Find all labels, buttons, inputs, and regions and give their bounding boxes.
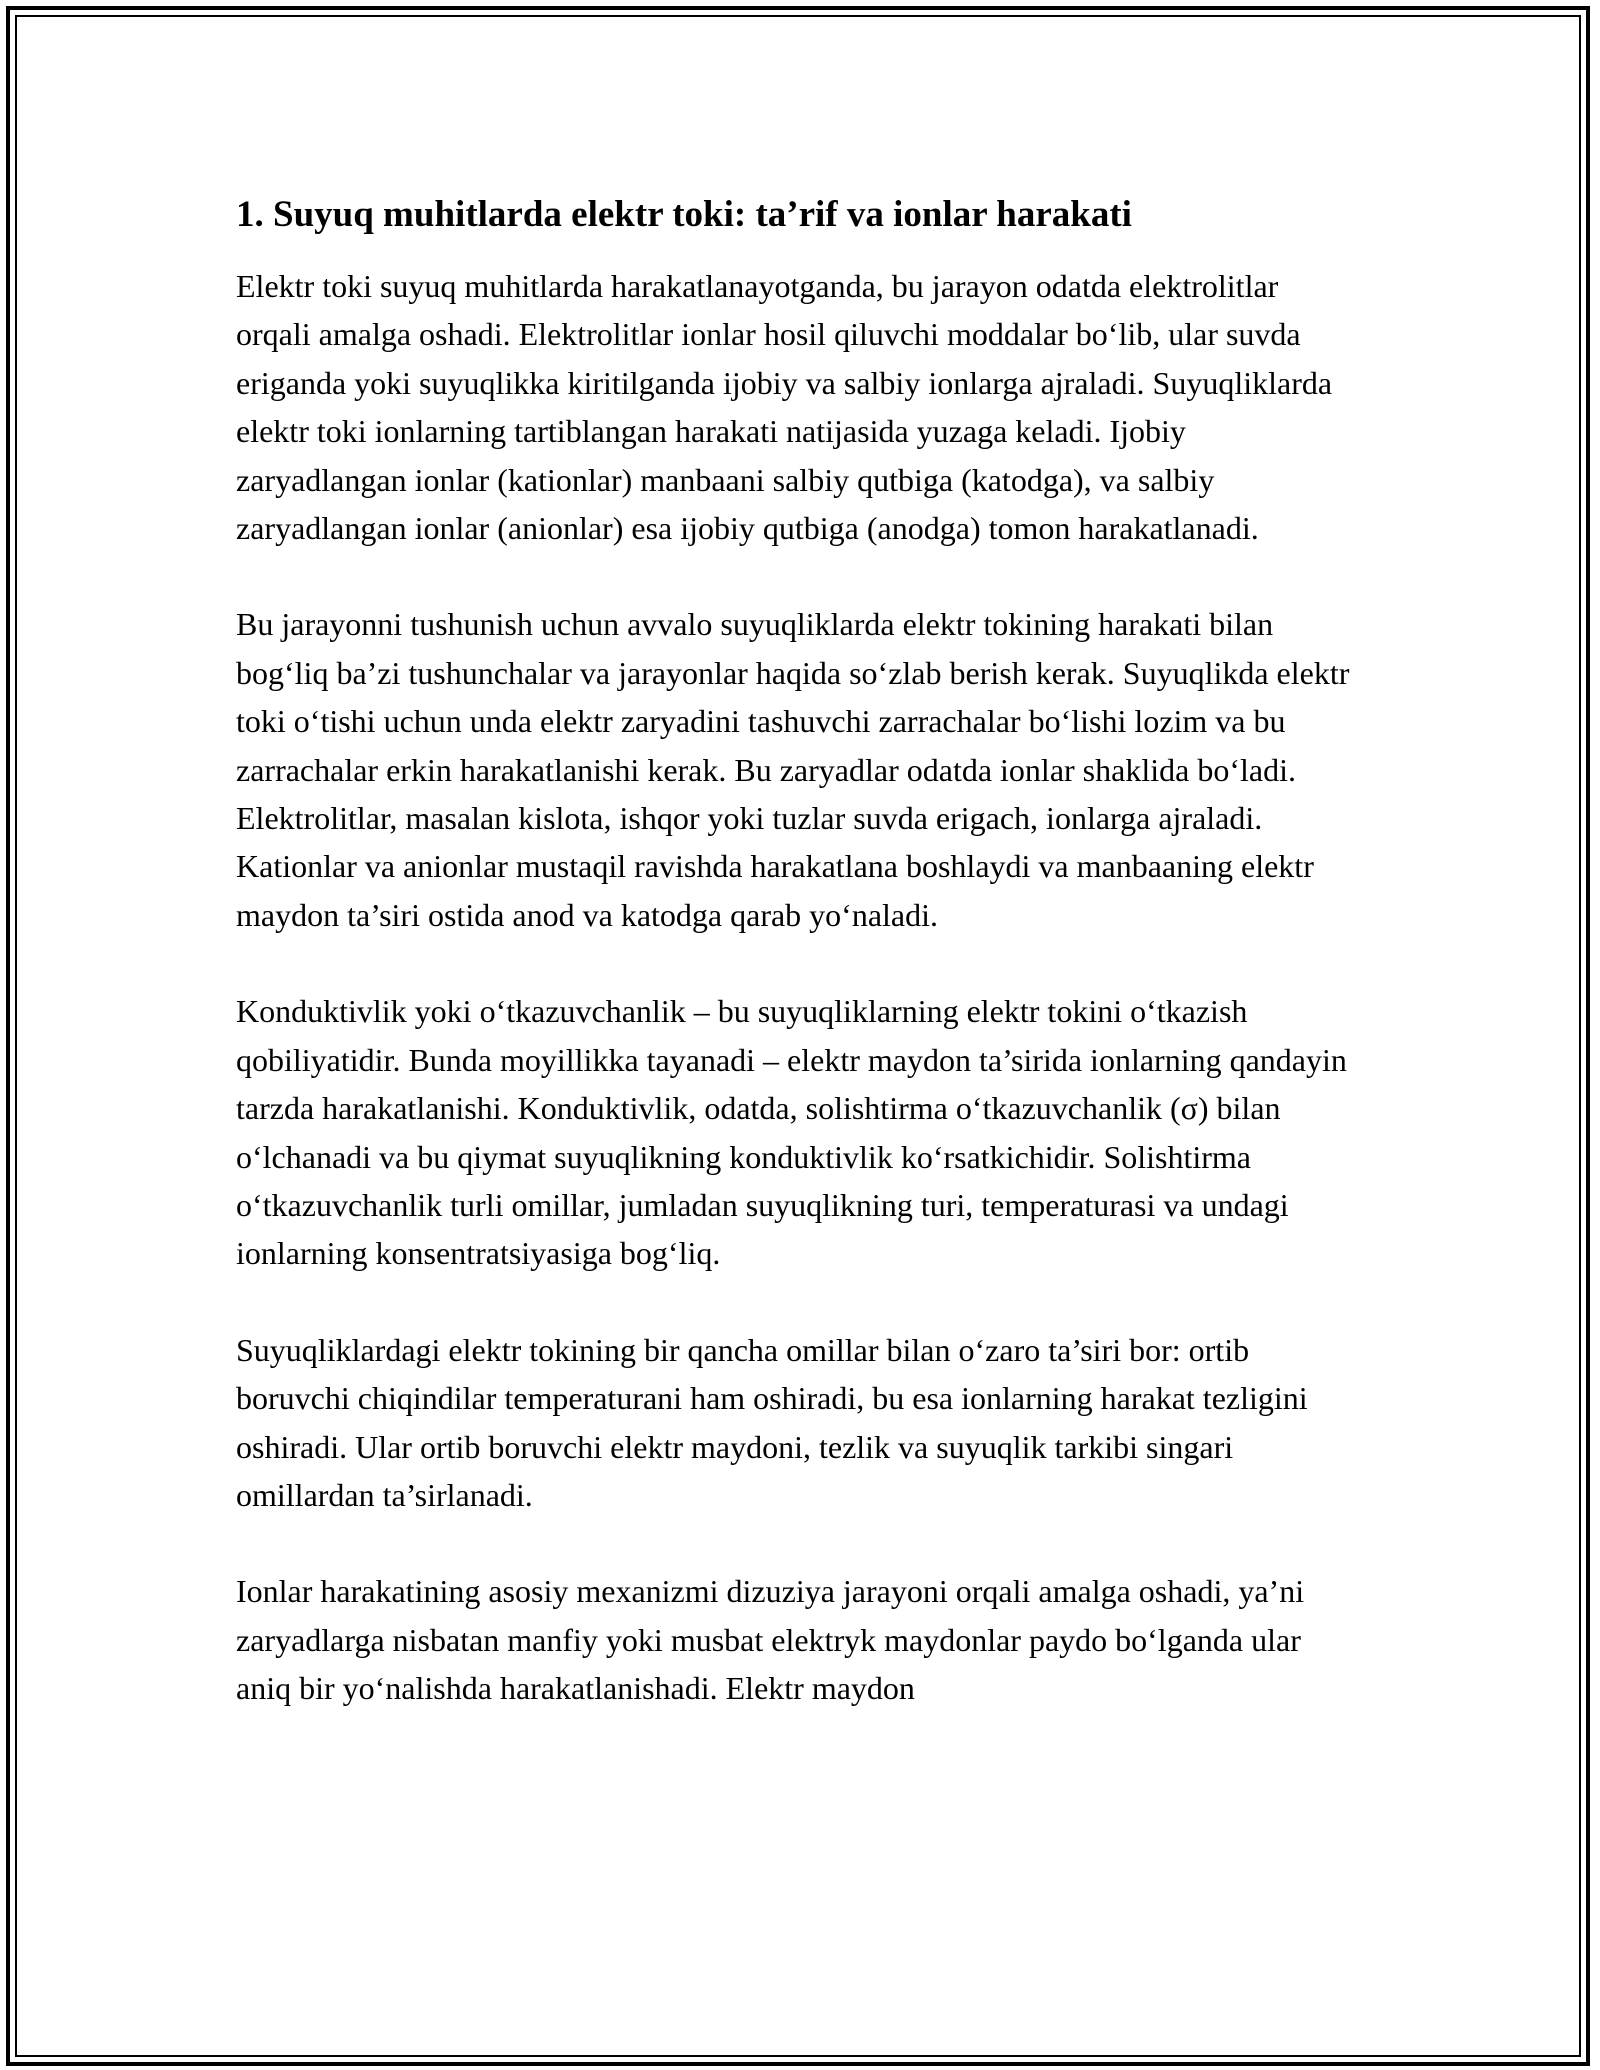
document-body [236, 186, 1360, 1761]
paragraph-1: Elektr toki suyuq muhitlarda harakatlanayotganda, bu jarayon odatda elektrolitlar orqali amalga oshadi. Elektrolitlar ionlar hosil qiluvchi moddalar bo‘lib, ular suvda eriganda yoki suyuqlikka kiritilganda ijobiy va salbiy ionlarga ajraladi. Suyuqliklarda elektr toki ionlarning tartiblangan harakati natijasida yuzaga keladi. Ijobiy zaryadlangan ionlar (kationlar) manbaani salbiy qutbiga (katodga), va salbiy zaryadlangan ionlar (anionlar) esa ijobiy qutbiga (anodga) tomon harakatlanadi. [236, 268, 1333, 547]
paragraph-5: Ionlar harakatining asosiy mexanizmi dizuziya jarayoni orqali amalga oshadi, ya’ni zaryadlarga nisbatan manfiy yoki musbat elektryk maydonlar paydo bo‘lganda ular aniq bir yo‘nalishda harakatlanishadi. Elektr maydon [236, 1573, 1305, 1707]
paragraph-3: Konduktivlik yoki o‘tkazuvchanlik – bu suyuqliklarning elektr tokini o‘tkazish qobiliyatidir. Bunda moyillikka tayanadi – elektr maydon ta’sirida ionlarning qandayin tarzda harakatlanishi. Konduktivlik, odatda, solishtirma o‘tkazuvchanlik (σ) bilan o‘lchanadi va bu qiymat suyuqlikning konduktivlik ko‘rsatkichidir. Solishtirma o‘tkazuvchanlik turli omillar, jumladan suyuqlikning turi, temperaturasi va undagi ionlarning konsentratsiyasiga bog‘liq. [236, 993, 1347, 1272]
paragraph-2: Bu jarayonni tushunish uchun avvalo suyuqliklarda elektr tokining harakati bilan bog‘liq ba’zi tushunchalar va jarayonlar haqida so‘zlab berish kerak. Suyuqlikda elektr toki o‘tishi uchun unda elektr zaryadini tashuvchi zarrachalar bo‘lishi lozim va bu zarrachalar erkin harakatlanishi kerak. Bu zaryadlar odatda ionlar shaklida bo‘ladi. Elektrolitlar, masalan kislota, ishqor yoki tuzlar suvda erigach, ionlarga ajraladi. Kationlar va anionlar mustaqil ravishda harakatlana boshlaydi va manbaaning elektr maydon ta’siri ostida anod va katodga qarab yo‘naladi. [236, 606, 1350, 933]
section-heading: 1. Suyuq muhitlarda elektr toki: ta’rif va ionlar harakati [236, 194, 1132, 235]
paragraph-4: Suyuqliklardagi elektr tokining bir qancha omillar bilan o‘zaro ta’siri bor: ortib boruvchi chiqindilar temperaturani ham oshiradi, bu esa ionlarning harakat tezligini oshiradi. Ular ortib boruvchi elektr maydoni, tezlik va suyuqlik tarkibi singari omillardan ta’sirlanadi. [236, 1331, 1308, 1513]
